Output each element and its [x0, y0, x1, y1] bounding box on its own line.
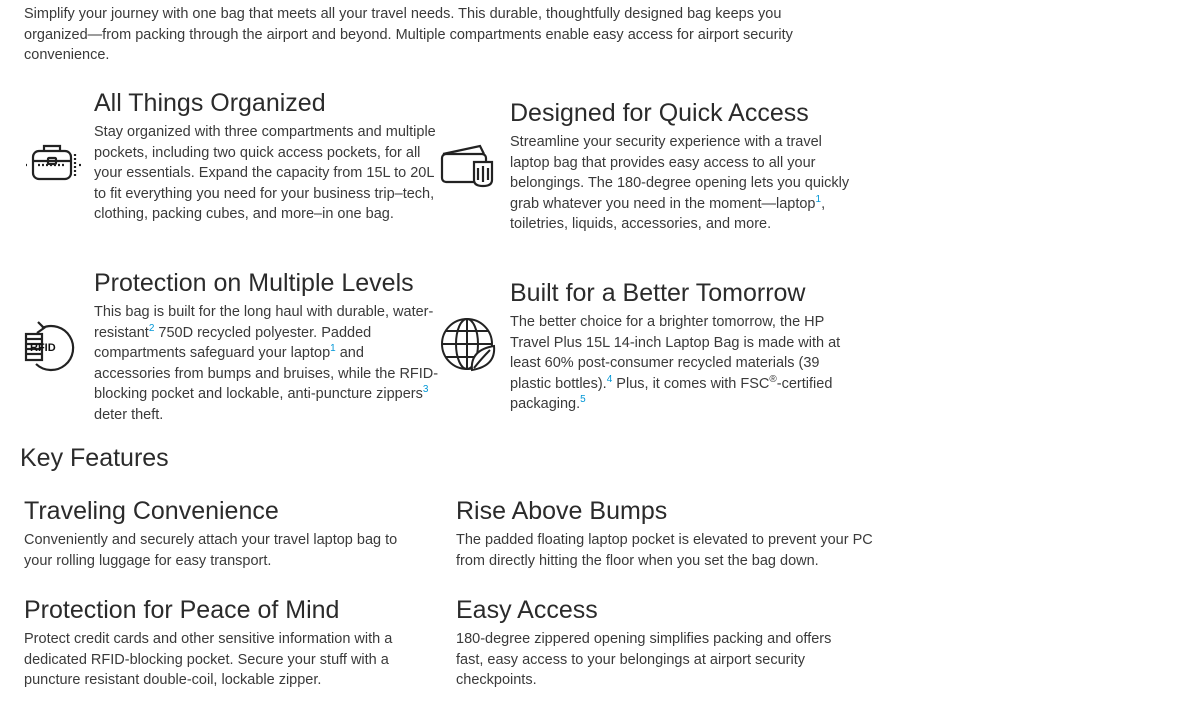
globe-leaf-icon: [440, 316, 498, 376]
feature-title: Built for a Better Tomorrow: [510, 279, 806, 307]
feature-body: Streamline your security experience with a travel laptop bag that provides easy access to all your belongings. The 180-degree opening lets you quickly grab whatever you need in the moment—laptop$^1$, toiletries, liquids, accessories, and more.: [510, 134, 850, 232]
rfid-icon-label: RFID: [30, 342, 56, 354]
key-feature-title: Traveling Convenience: [24, 497, 279, 525]
key-feature-body: Conveniently and securely attach your travel laptop bag to your rolling luggage for easy transport.: [24, 532, 398, 569]
feature-title: Protection on Multiple Levels: [94, 269, 414, 297]
footnote-ref[interactable]: 1: [815, 193, 822, 205]
footnote-ref[interactable]: 2: [148, 322, 155, 334]
key-feature-traveling-convenience: [24, 496, 424, 571]
key-feature-protection-for-peace-of-mind: [24, 595, 424, 691]
key-feature-easy-access: [456, 595, 856, 691]
footnote-ref[interactable]: 1: [330, 343, 336, 355]
key-feature-body: Protect credit cards and other sensitive information with a dedicated RFID-blocking pocket. Secure your stuff with a puncture resistant double-coil, lockable zipper.: [24, 631, 393, 688]
key-feature-title: Rise Above Bumps: [456, 497, 668, 525]
feature-body: Stay organized with three compartments and multiple pockets, including two quick access pockets, for all your essentials. Expand the capacity from 15L to 20L to fit everything you need for your business trip–tech, clothing, packing cubes, and more–in one bag.: [94, 124, 436, 222]
rfid-icon: [24, 320, 82, 372]
intro-paragraph: Simplify your journey with one bag that meets all your travel needs. This durable, thoughtfully designed bag keeps you organized—from packing through the airport and beyond. Multiple compartments enable easy access for airport security convenience.: [24, 6, 793, 63]
key-features-heading: Key Features: [20, 444, 169, 472]
feature-body: This bag is built for the long haul with durable, water-resistant$^2$ 750D recycled polyester. Padded compartments safeguard your laptop$^1$ and accessories from bumps and bruises, while the RFID-blocking pocket and lockable, anti-puncture zippers$^3$ deter theft.: [94, 304, 439, 423]
feature-title: All Things Organized: [94, 89, 326, 117]
key-feature-body: The padded floating laptop pocket is elevated to prevent your PC from directly hitting the floor when you set the bag down.: [456, 532, 873, 569]
footnote-ref[interactable]: 5: [580, 394, 586, 406]
key-feature-title: Easy Access: [456, 596, 598, 624]
feature-title: Designed for Quick Access: [510, 99, 809, 127]
organized-bag-icon: [24, 142, 82, 184]
registered-mark: ®: [769, 373, 777, 385]
key-feature-title: Protection for Peace of Mind: [24, 596, 340, 624]
card-wallet-icon: [440, 140, 498, 190]
footnote-ref[interactable]: 3: [422, 384, 429, 396]
footnote-ref[interactable]: 4: [606, 373, 613, 385]
key-feature-body: 180-degree zippered opening simplifies packing and offers fast, easy access to your belongings at airport security checkpoints.: [456, 631, 832, 688]
feature-body: The better choice for a brighter tomorrow, the HP Travel Plus 15L 14-inch Laptop Bag is made with at least 60% post-consumer recycled materials (39 plastic bottles).$^4$ Plus, it comes with FSC®-certified packaging.$^5$: [510, 314, 841, 412]
key-feature-rise-above-bumps: [456, 496, 876, 571]
